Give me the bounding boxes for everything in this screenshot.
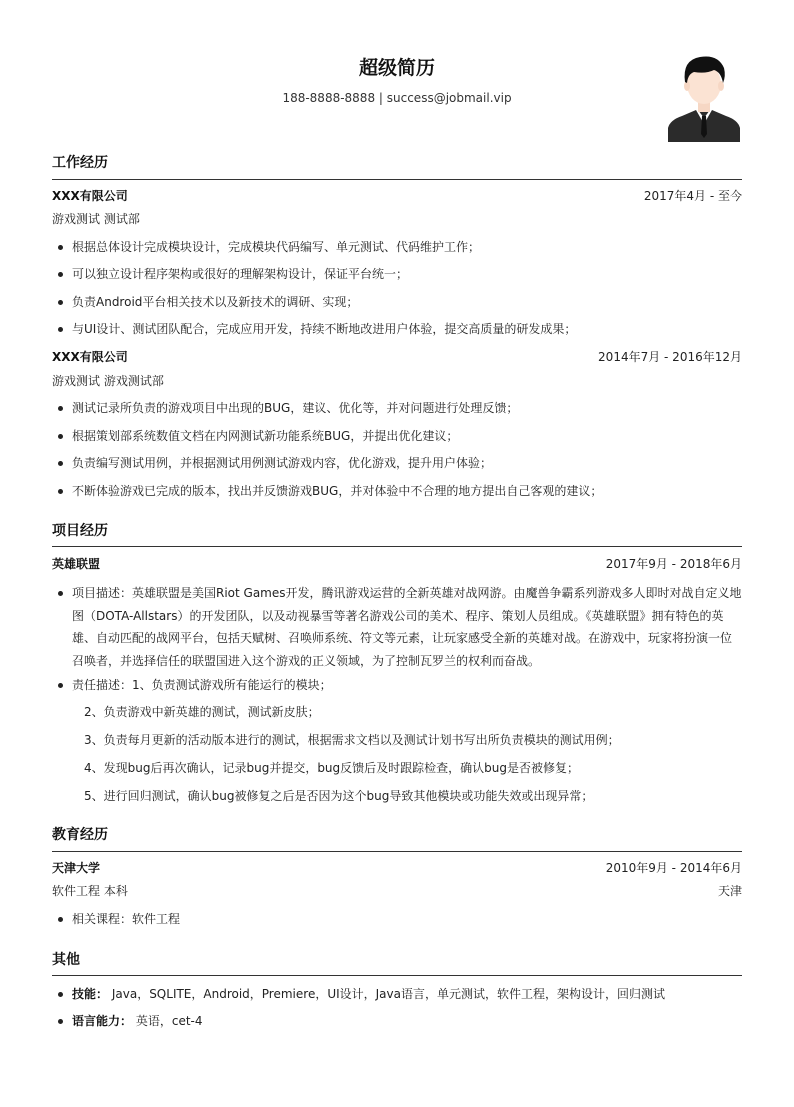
list-item: 根据策划部系统数值文档在内网测试新功能系统BUG，并提出优化建议； (72, 425, 744, 448)
list-item: 相关课程：软件工程 (72, 908, 744, 931)
company-name: XXX有限公司 (52, 350, 128, 364)
description-line: 雄、自动匹配的战网平台，包括天赋树、召唤师系统、符文等元素，让玩家感受全新的英雄对战。在游戏中，玩家将扮演一位 (72, 631, 733, 645)
contact-info: 188-8888-8888 | success@jobmail.vip (282, 91, 512, 105)
section-title-work: 工作经历 (52, 155, 108, 171)
section-title-other: 其他 (52, 952, 80, 968)
language-value: 英语，cet-4 (135, 1014, 203, 1028)
school-name: 天津大学 (52, 861, 101, 875)
section-divider (52, 975, 742, 976)
language-label: 语言能力： (72, 1014, 133, 1028)
responsibility-item: 2、负责游戏中新英雄的测试，测试新皮肤； (84, 705, 320, 719)
responsibility-item: 5、进行回归测试，确认bug被修复之后是否因为这个bug导致其他模块或功能失效或出现异常； (84, 789, 594, 803)
list-item: 根据总体设计完成模块设计，完成模块代码编写、单元测试、代码维护工作； (72, 236, 744, 259)
education-city: 天津 (717, 884, 742, 898)
language-item (72, 1010, 744, 1033)
list-item: 可以独立设计程序架构或很好的理解架构设计，保证平台统一； (72, 263, 744, 286)
project-date: 2017年9月 - 2018年6月 (605, 557, 742, 571)
skills-value: Java，SQLITE，Android，Premiere，UI设计，Java语言，单元测试，软件工程，架构设计，回归测试 (111, 987, 665, 1001)
list-item: 负责Android平台相关技术以及新技术的调研、实现； (72, 291, 744, 314)
skills-item (72, 983, 744, 1006)
major: 软件工程 本科 (52, 884, 128, 898)
project-responsibility: 责任描述：1、负责测试游戏所有能运行的模块； (72, 674, 744, 697)
avatar (666, 50, 742, 142)
job-date: 2017年4月 - 至今 (643, 189, 742, 203)
list-item: 与UI设计、测试团队配合，完成应用开发，持续不断地改进用户体验，提交高质量的研发成果； (72, 318, 744, 341)
section-title-education: 教育经历 (52, 827, 108, 843)
resume-name: 超级简历 (358, 57, 435, 79)
skills-label: 技能： (72, 987, 109, 1001)
job-date: 2014年7月 - 2016年12月 (598, 350, 742, 364)
list-item: 测试记录所负责的游戏项目中出现的BUG，建议、优化等，并对问题进行处理反馈； (72, 397, 744, 420)
project-name: 英雄联盟 (52, 557, 101, 571)
job-role: 游戏测试 测试部 (52, 212, 140, 226)
description-line: 项目描述：英雄联盟是美国Riot Games开发，腾讯游戏运营的全新英雄对战网游。由魔兽争霸系列游戏多人即时对战自定义地 (72, 586, 742, 600)
responsibility-item: 3、负责每月更新的活动版本进行的测试，根据需求文档以及测试计划书写出所负责模块的测试用例； (84, 733, 620, 747)
tie-shape (701, 116, 707, 138)
company-name: XXX有限公司 (52, 189, 128, 203)
project-description (72, 582, 744, 672)
section-divider (52, 179, 742, 180)
description-line: 图（DOTA-Allstars）的开发团队，以及动视暴雪等著名游戏公司的美术、程序、策划人员组成。《英雄联盟》拥有特色的英 (72, 608, 724, 623)
description-line: 召唤者，并选择信任的联盟国进入这个游戏的正义领域，为了控制瓦罗兰的权利而奋战。 (72, 653, 541, 668)
section-title-projects: 项目经历 (52, 523, 108, 539)
list-item: 负责编写测试用例，并根据测试用例测试游戏内容，优化游戏，提升用户体验； (72, 452, 744, 475)
job-role: 游戏测试 游戏测试部 (52, 374, 164, 388)
section-divider (52, 546, 742, 547)
education-date: 2010年9月 - 2014年6月 (605, 861, 742, 875)
section-divider (52, 851, 742, 852)
responsibility-item: 4、发现bug后再次确认，记录bug并提交，bug反馈后及时跟踪检查，确认bug是否被修复； (84, 761, 579, 775)
list-item: 不断体验游戏已完成的版本，找出并反馈游戏BUG，并对体验中不合理的地方提出自己客观的建议； (72, 480, 744, 503)
